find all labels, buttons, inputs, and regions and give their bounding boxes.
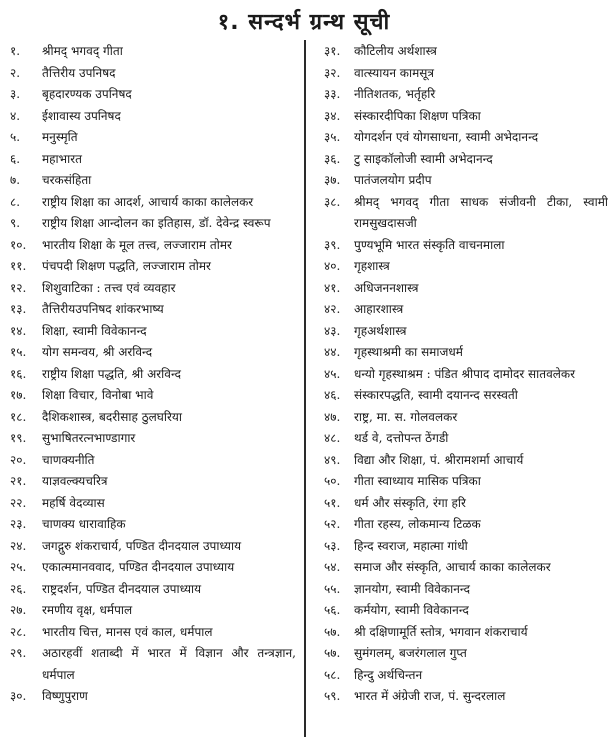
entry-title: राष्ट्रीय शिक्षा पद्धति, श्री अरविन्द bbox=[42, 366, 182, 381]
entry-number: १६. bbox=[10, 366, 27, 381]
bibliography-entry bbox=[0, 622, 296, 644]
entry-title: हिन्द स्वराज, महात्मा गांधी bbox=[354, 538, 468, 553]
entry-number: ३८. bbox=[324, 194, 341, 209]
entry-title: महर्षि वेदव्यास bbox=[42, 495, 105, 510]
bibliography-entry bbox=[0, 364, 296, 386]
entry-title: एकात्ममानववाद, पण्डित दीनदयाल उपाध्याय bbox=[42, 560, 235, 574]
entry-title: कौटिलीय अर्थशास्त्र bbox=[354, 44, 437, 58]
bibliography-entry bbox=[314, 643, 608, 665]
page-title: १. सन्दर्भ ग्रन्थ सूची bbox=[217, 10, 391, 35]
entry-number: ७. bbox=[10, 173, 21, 187]
entry-title: धर्म और संस्कृति, रंगा हरि bbox=[354, 495, 466, 510]
bibliography-entry bbox=[0, 256, 296, 278]
entry-title: संस्कारदीपिका शिक्षण पत्रिका bbox=[354, 108, 481, 123]
entry-title: ईशावास्य उपनिषद bbox=[42, 108, 121, 123]
entry-number: १४. bbox=[10, 323, 27, 338]
entry-title: हिन्दु अर्थचिन्तन bbox=[354, 667, 423, 682]
bibliography-entry bbox=[314, 622, 608, 644]
entry-number: ४०. bbox=[324, 259, 341, 273]
entry-title: शिशुवाटिका : तत्त्व एवं व्यवहार bbox=[42, 280, 176, 295]
entry-number: ५७. bbox=[324, 624, 341, 639]
entry-number: १२. bbox=[10, 280, 27, 295]
bibliography-entry bbox=[0, 299, 296, 321]
entry-number: १०. bbox=[10, 237, 27, 252]
bibliography-entry bbox=[0, 643, 296, 686]
bibliography-entry bbox=[314, 256, 608, 278]
bibliography-entry bbox=[314, 428, 608, 450]
entry-title: तैत्तिरीय उपनिषद bbox=[42, 65, 116, 80]
entry-number: ५१. bbox=[324, 495, 341, 510]
entry-title: विष्णुपुराण bbox=[42, 689, 88, 703]
bibliography-entry bbox=[0, 385, 296, 407]
entry-number: ४७. bbox=[324, 409, 341, 424]
entry-title: गृहस्थाश्रमी का समाजधर्म bbox=[354, 345, 463, 359]
bibliography-entry bbox=[0, 686, 296, 708]
entry-number: ५३. bbox=[324, 538, 341, 553]
entry-title: बृहदारण्यक उपनिषद bbox=[42, 87, 132, 101]
entry-title: वात्स्यायन कामसूत्र bbox=[354, 65, 435, 80]
entry-number: १७. bbox=[10, 388, 27, 402]
entry-title: जगद्गुरु शंकराचार्य, पण्डित दीनदयाल उपाध्याय bbox=[42, 538, 242, 553]
entry-number: ९. bbox=[10, 216, 21, 230]
entry-number: ५०. bbox=[324, 474, 341, 488]
entry-number: ३०. bbox=[10, 689, 27, 703]
entry-title: श्रीमद् भगवद् गीता bbox=[42, 44, 123, 58]
entry-number: २६. bbox=[10, 581, 27, 596]
entry-number: ३. bbox=[10, 87, 21, 101]
entry-title: गीता रहस्य, लोकमान्य टिळक bbox=[354, 517, 481, 531]
entry-number: ३३. bbox=[324, 87, 341, 101]
entry-number: १८. bbox=[10, 409, 27, 424]
entry-title: कर्मयोग, स्वामी विवेकानन्द bbox=[354, 603, 469, 617]
bibliography-entry bbox=[0, 235, 296, 257]
bibliography-entry bbox=[314, 450, 608, 472]
entry-number: ५२. bbox=[324, 517, 341, 531]
entry-title: राष्ट्रीय शिक्षा आन्दोलन का इतिहास, डॉ. देवेन्द्र स्वरूप bbox=[42, 216, 271, 230]
entry-number: ११. bbox=[10, 259, 27, 273]
bibliography-entry bbox=[314, 278, 608, 300]
entry-number: ५४. bbox=[324, 560, 341, 574]
entry-number: ४२. bbox=[324, 302, 341, 316]
bibliography-entry bbox=[314, 385, 608, 407]
entry-number: ४३. bbox=[324, 323, 341, 338]
entry-number: ४५. bbox=[324, 366, 341, 381]
entry-title: गीता स्वाध्याय मासिक पत्रिका bbox=[354, 474, 481, 488]
entry-title: श्रीमद् भगवद् गीता साधक संजीवनी टीका, स्वामी रामसुखदासजी bbox=[354, 194, 608, 230]
entry-title: आहारशास्त्र bbox=[354, 302, 404, 316]
bibliography-entry bbox=[314, 170, 608, 192]
bibliography-entry bbox=[0, 342, 296, 364]
entry-title: धन्यो गृहस्थाश्रम : पंडित श्रीपाद दामोदर सातवलेकर bbox=[354, 366, 576, 381]
entry-title: रमणीय वृक्ष, धर्मपाल bbox=[42, 603, 133, 617]
entry-title: राष्ट्र, मा. स. गोलवलकर bbox=[354, 409, 458, 424]
entry-number: ४१. bbox=[324, 280, 341, 295]
entry-number: ४६. bbox=[324, 388, 341, 402]
bibliography-entry bbox=[0, 579, 296, 601]
entry-title: ज्ञानयोग, स्वामी विवेकानन्द bbox=[354, 581, 470, 596]
entry-title: थर्ड वे, दत्तोपन्त ठेंगडी bbox=[354, 431, 449, 445]
entry-number: २२. bbox=[10, 495, 27, 510]
bibliography-entry bbox=[0, 536, 296, 558]
entry-title: गृहशास्त्र bbox=[354, 259, 390, 273]
entry-number: २. bbox=[10, 65, 21, 80]
bibliography-entry bbox=[314, 665, 608, 687]
bibliography-entry bbox=[314, 514, 608, 536]
bibliography-entry bbox=[0, 106, 296, 128]
entry-title: राष्ट्रीय शिक्षा का आदर्श, आचार्य काका कालेलकर bbox=[42, 194, 254, 209]
entry-title: भारत में अंग्रेजी राज, पं. सुन्दरलाल bbox=[354, 689, 506, 703]
entry-title: भारतीय चित्त, मानस एवं काल, धर्मपाल bbox=[42, 624, 213, 639]
entry-number: १९. bbox=[10, 431, 27, 445]
entry-number: ४. bbox=[10, 108, 21, 123]
entry-title: अधिजननशास्त्र bbox=[354, 280, 419, 295]
bibliography-entry bbox=[0, 493, 296, 515]
bibliography-entry bbox=[314, 41, 608, 63]
entry-title: नीतिशतक, भर्तृहरि bbox=[354, 87, 436, 101]
bibliography-entry bbox=[0, 41, 296, 63]
bibliography-entry bbox=[0, 600, 296, 622]
entry-number: ४८. bbox=[324, 431, 341, 445]
column-divider bbox=[304, 40, 306, 737]
bibliography-entry bbox=[314, 600, 608, 622]
entry-title: चरकसंहिता bbox=[42, 173, 92, 187]
bibliography-entry bbox=[0, 213, 296, 235]
bibliography-entry bbox=[0, 149, 296, 171]
entry-title: चाणक्यनीति bbox=[42, 452, 95, 467]
entry-title: पंचपदी शिक्षण पद्धति, लज्जाराम तोमर bbox=[42, 259, 211, 273]
entry-number: ३४. bbox=[324, 108, 341, 123]
entry-number: २९. bbox=[10, 646, 27, 660]
bibliography-right-column bbox=[314, 41, 608, 708]
entry-title: श्री दक्षिणामूर्ति स्तोत्र, भगवान शंकराचार्य bbox=[354, 624, 528, 639]
entry-title: सुमंगलम्, बजरंगलाल गुप्त bbox=[354, 646, 467, 660]
entry-number: ६. bbox=[10, 151, 21, 166]
entry-number: ३९. bbox=[324, 237, 341, 252]
entry-title: योगदर्शन एवं योगसाधना, स्वामी अभेदानन्द bbox=[354, 130, 539, 144]
bibliography-entry bbox=[314, 149, 608, 171]
entry-title: दैशिकशास्त्र, बदरीसाह ठुलघरिया bbox=[42, 409, 182, 424]
entry-number: ५६. bbox=[324, 603, 341, 617]
entry-title: तैत्तिरीयउपनिषद शांकरभाष्य bbox=[42, 302, 164, 316]
entry-number: २८. bbox=[10, 624, 27, 639]
entry-number: ५८. bbox=[324, 667, 341, 682]
bibliography-entry bbox=[0, 170, 296, 192]
bibliography-entry bbox=[0, 407, 296, 429]
bibliography-entry bbox=[314, 127, 608, 149]
entry-title: विद्या और शिक्षा, पं. श्रीरामशर्मा आचार्य bbox=[354, 452, 524, 467]
bibliography-entry bbox=[314, 342, 608, 364]
bibliography-entry bbox=[0, 514, 296, 536]
bibliography-entry bbox=[0, 192, 296, 214]
entry-number: १३. bbox=[10, 302, 27, 316]
bibliography-entry bbox=[0, 84, 296, 106]
bibliography-entry bbox=[0, 63, 296, 85]
entry-number: २५. bbox=[10, 560, 27, 574]
entry-number: ३१. bbox=[324, 44, 341, 58]
bibliography-entry bbox=[0, 471, 296, 493]
bibliography-entry bbox=[314, 321, 608, 343]
bibliography-entry bbox=[314, 84, 608, 106]
bibliography-entry bbox=[314, 557, 608, 579]
entry-title: संस्कारपद्धति, स्वामी दयानन्द सरस्वती bbox=[354, 388, 518, 402]
bibliography-entry bbox=[314, 686, 608, 708]
entry-number: ८. bbox=[10, 194, 21, 209]
bibliography-entry bbox=[314, 493, 608, 515]
bibliography-left-column bbox=[0, 41, 296, 708]
entry-title: समाज और संस्कृति, आचार्य काका कालेलकर bbox=[354, 560, 551, 574]
entry-title: शिक्षा, स्वामी विवेकानन्द bbox=[42, 323, 147, 338]
bibliography-entry bbox=[314, 536, 608, 558]
entry-title: गृहअर्थशास्त्र bbox=[354, 323, 407, 338]
entry-number: २७. bbox=[10, 603, 27, 617]
bibliography-entry bbox=[314, 364, 608, 386]
entry-number: ३२. bbox=[324, 65, 341, 80]
entry-title: पुण्यभूमि भारत संस्कृति वाचनमाला bbox=[354, 237, 505, 252]
bibliography-entry bbox=[0, 557, 296, 579]
entry-number: ३५. bbox=[324, 130, 341, 144]
entry-number: १. bbox=[10, 44, 21, 58]
bibliography-entry bbox=[314, 106, 608, 128]
entry-title: चाणक्य धारावाहिक bbox=[42, 517, 126, 531]
entry-title: महाभारत bbox=[42, 151, 82, 166]
entry-title: भारतीय शिक्षा के मूल तत्त्व, लज्जाराम तोमर bbox=[42, 237, 232, 252]
bibliography-entry bbox=[314, 299, 608, 321]
bibliography-entry bbox=[0, 450, 296, 472]
entry-title: टु साइकॉलोजी स्वामी अभेदानन्द bbox=[354, 151, 493, 166]
entry-number: ३६. bbox=[324, 151, 341, 166]
entry-number: १५. bbox=[10, 345, 27, 359]
entry-title: योग समन्वय, श्री अरविन्द bbox=[42, 345, 153, 359]
entry-title: सुभाषितरत्नभाण्डागार bbox=[42, 431, 136, 445]
entry-number: ४४. bbox=[324, 345, 341, 359]
entry-number: ५७. bbox=[324, 646, 341, 660]
entry-number: २०. bbox=[10, 452, 27, 467]
bibliography-entry bbox=[0, 321, 296, 343]
entry-title: राष्ट्रदर्शन, पण्डित दीनदयाल उपाध्याय bbox=[42, 581, 202, 596]
bibliography-entry bbox=[314, 579, 608, 601]
entry-title: याज्ञवल्क्यचरित्र bbox=[42, 474, 108, 488]
entry-number: ४९. bbox=[324, 452, 341, 467]
bibliography-entry bbox=[314, 235, 608, 257]
entry-number: २३. bbox=[10, 517, 27, 531]
entry-number: ५९. bbox=[324, 689, 341, 703]
bibliography-entry bbox=[314, 407, 608, 429]
entry-number: ३७. bbox=[324, 173, 341, 187]
entry-number: ५५. bbox=[324, 581, 341, 596]
entry-title: अठारहवीं शताब्दी में भारत में विज्ञान और तन्त्रज्ञान, धर्मपाल bbox=[42, 646, 296, 682]
bibliography-entry bbox=[314, 192, 608, 235]
bibliography-entry bbox=[0, 278, 296, 300]
bibliography-entry bbox=[0, 428, 296, 450]
entry-title: शिक्षा विचार, विनोबा भावे bbox=[42, 388, 154, 402]
entry-number: २४. bbox=[10, 538, 27, 553]
bibliography-entry bbox=[314, 471, 608, 493]
entry-title: पातंजलयोग प्रदीप bbox=[354, 173, 432, 187]
entry-title: मनुस्मृति bbox=[42, 130, 78, 144]
entry-number: ५. bbox=[10, 130, 21, 144]
bibliography-entry bbox=[0, 127, 296, 149]
entry-number: २१. bbox=[10, 474, 27, 488]
bibliography-entry bbox=[314, 63, 608, 85]
